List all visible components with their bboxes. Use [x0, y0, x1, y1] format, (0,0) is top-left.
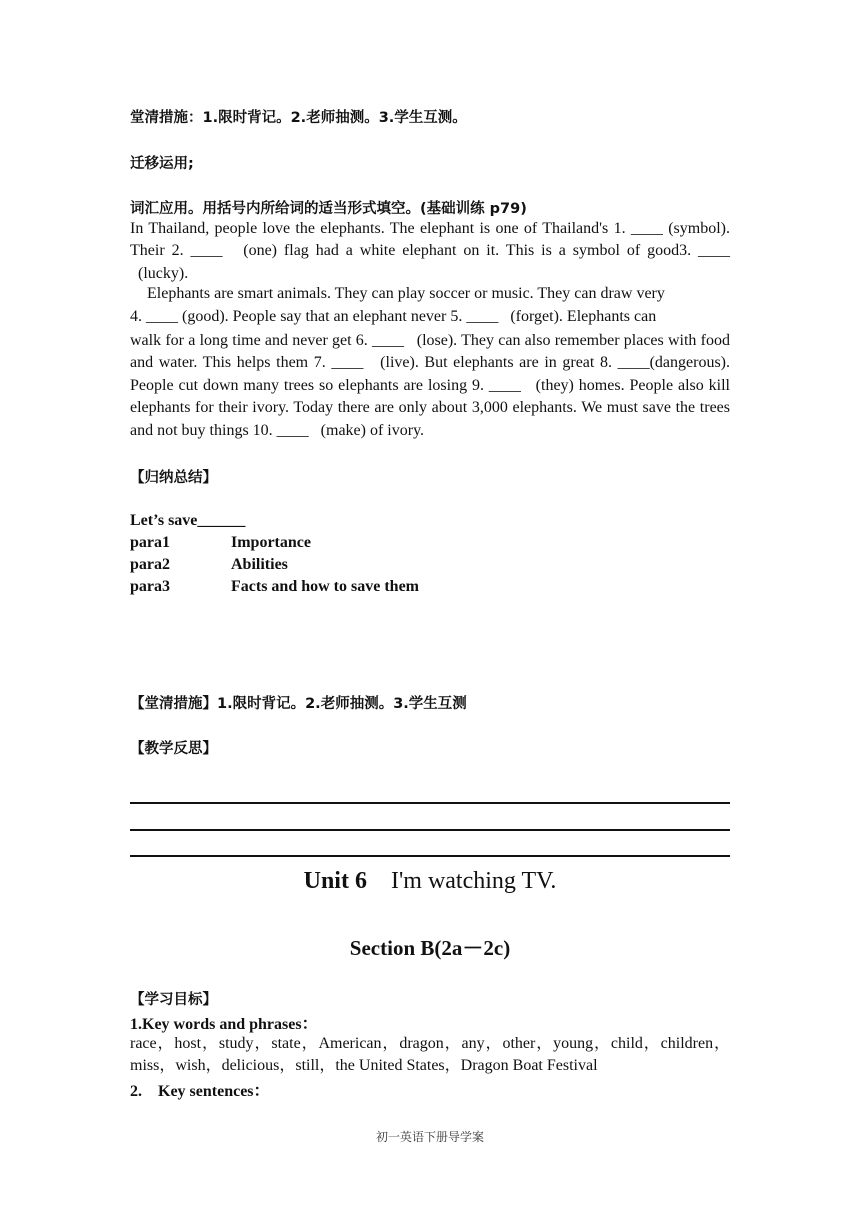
key-words-list: race，host，study，state，American，dragon，any，other，young，child，children，miss，wish，delicious，still，the United States，Dragon Boat Festival [130, 1035, 730, 1075]
passage-paragraph-1: In Thailand, people love the elephants. The elephant is one of Thailand's 1. ____ (symbol). Their 2. ____ (one) flag had a white elephant on it. This is a symbol of good3. ____ (lucky). [130, 220, 730, 282]
unit-title [130, 868, 730, 895]
summary-heading: 【归纳总结】 [130, 470, 217, 486]
unit-number: Unit 6 [303, 868, 367, 894]
reflection-rule-1 [130, 802, 730, 804]
summary-title: Let’s save______ [130, 512, 246, 529]
summary-row [130, 534, 311, 552]
summary-row-text: Importance [231, 534, 311, 551]
summary-row-text: Abilities [231, 556, 288, 573]
section-title: Section B(2a－2c) [349, 936, 511, 960]
reflection-rule-2 [130, 829, 730, 831]
summary-row-text: Facts and how to save them [231, 578, 419, 595]
page-footer: 初一英语下册导学案 [375, 1130, 484, 1144]
summary-row [130, 578, 419, 596]
passage-paragraph-2-line-2: 4. ____ (good). People say that an elephant never 5. ____ (forget). Elephants can [130, 308, 657, 325]
summary-row-para: para3 [130, 578, 170, 595]
vocab-task-heading: 词汇应用。用括号内所给词的适当形式填空。(基础训练 p79) [130, 201, 527, 217]
classroom-measure-heading: 【堂清措施】1.限时背记。2.老师抽测。3.学生互测 [130, 696, 467, 712]
summary-row [130, 556, 288, 574]
reflection-heading: 【教学反思】 [130, 741, 217, 757]
transfer-heading: 迁移运用; [130, 156, 194, 172]
passage-paragraph-2-line-1: Elephants are smart animals. They can play soccer or music. They can draw very [147, 285, 665, 302]
reflection-rule-3 [130, 855, 730, 857]
unit-name: I'm watching TV. [390, 868, 557, 894]
key-sentences-heading: 2. Key sentences： [130, 1083, 270, 1100]
classroom-measure-line: 堂清措施：1.限时背记。2.老师抽测。3.学生互测。 [130, 110, 467, 126]
summary-row-para: para2 [130, 556, 170, 573]
objectives-heading: 【学习目标】 [130, 992, 217, 1008]
passage-paragraph-2-rest: walk for a long time and never get 6. ____ (lose). They can also remember places with food and water. This helps them 7. ____ (live). But elephants are in great 8. ____(dangerous). People cut down many trees so elephants are losing 9. ____ (they) homes. People also kill elephants for their ivory. Today there are only about 3,000 elephants. We must save the trees and not buy things 10. ____ (make) of ivory. [130, 332, 730, 439]
summary-row-para: para1 [130, 534, 170, 551]
key-words-heading: 1.Key words and phrases： [130, 1016, 318, 1033]
